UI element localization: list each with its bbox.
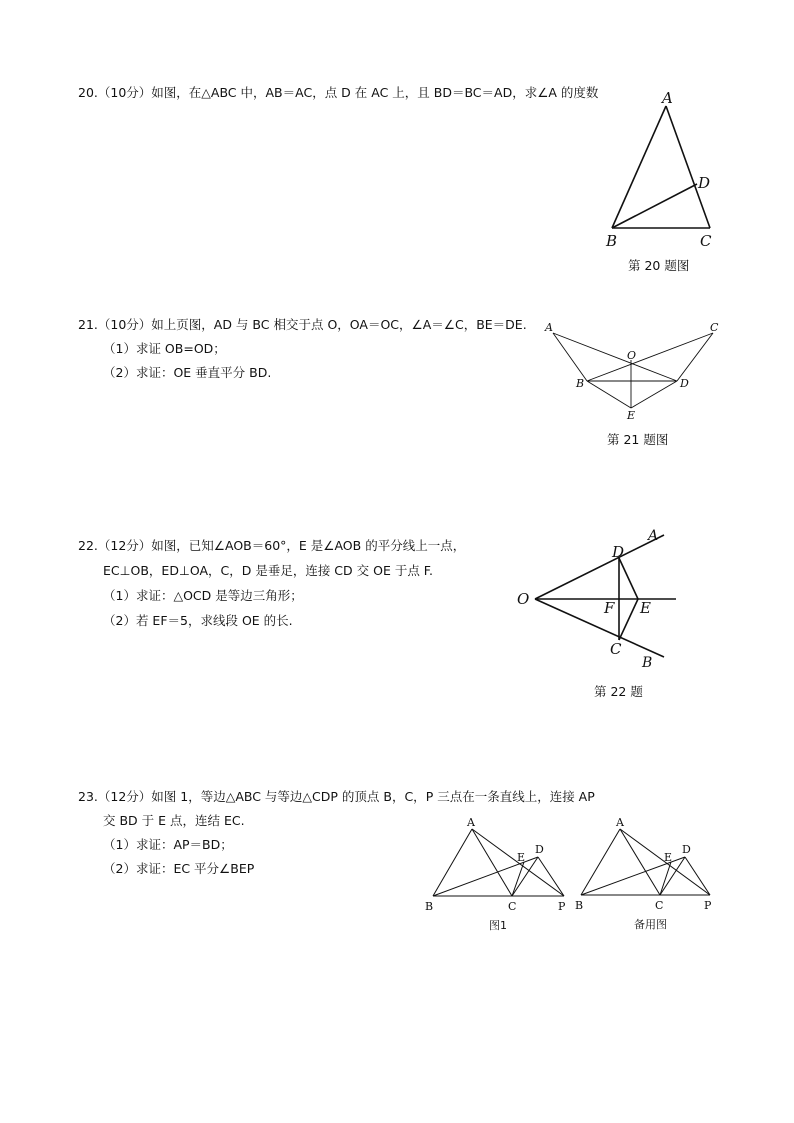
q23-fig2-label-a: A [616,816,624,829]
q22-stem: 22.（12分）如图，已知∠AOB＝60°，E 是∠AOB 的平分线上一点， [78,538,466,553]
q22-stem2: EC⊥OB，ED⊥OA，C，D 是垂足，连接 CD 交 OE 于点 F. [103,563,433,578]
q22-label-f: F [604,599,615,617]
q20-segment-bd [612,184,697,228]
q23-fig1-label-e: E [517,851,526,864]
q21-label-a: A [545,321,553,334]
q21-label-c: C [710,321,719,334]
q21-label-d: D [680,377,689,390]
q23-fig2-label-c: C [655,899,664,912]
q20-caption: 第 20 题图 [628,258,690,273]
q22-part1: （1）求证：△OCD 是等边三角形； [103,588,303,603]
q23-fig1-label-a: A [467,816,475,829]
q23-fig1-label-c: C [508,900,517,913]
q23-fig1-label-p: P [558,900,566,913]
q22-ray-ob [535,599,664,657]
q23-stem2: 交 BD 于 E 点，连结 EC. [103,813,245,828]
q22-label-c: C [610,640,622,658]
q21-label-e: E [627,409,636,422]
q20-label-d: D [698,174,711,192]
q21-caption: 第 21 题图 [607,432,669,447]
q22-label-b: B [642,655,653,671]
q22-label-o: O [517,590,530,608]
q22-part2: （2）若 EF＝5，求线段 OE 的长. [103,613,293,628]
q21-part2: （2）求证：OE 垂直平分 BD. [103,365,272,380]
q23-fig1-label-d: D [535,843,544,856]
q23-fig2-label-d: D [682,843,691,856]
q22-label-a: A [648,528,659,544]
q23-part1: （1）求证：AP＝BD； [103,837,233,852]
q20-label-a: A [662,89,673,107]
q20-label-b: B [606,232,618,250]
q23-stem: 23.（12分）如图 1，等边△ABC 与等边△CDP 的顶点 B，C，P 三点在一条直线上，连接 AP [78,789,595,804]
q23-fig1-label-b: B [425,900,434,913]
q22-label-d: D [612,543,625,561]
q21-label-o: O [627,349,637,362]
q22-ray-oa [535,535,664,599]
q22-segment-de [619,558,638,599]
q22-caption: 第 22 题 [594,684,643,699]
q22-label-e: E [640,599,651,617]
q20-label-c: C [700,232,712,250]
q23-part2: （2）求证：EC 平分∠BEP [103,861,255,876]
q23-fig2-label-e: E [664,851,673,864]
q20-side-ac [666,106,710,228]
q21-stem: 21.（10分）如上页图，AD 与 BC 相交于点 O，OA＝OC，∠A＝∠C，BE＝DE. [78,317,527,332]
q20-stem: 20.（10分）如图，在△ABC 中，AB＝AC，点 D 在 AC 上，且 BD＝BC＝AD，求∠A 的度数 [78,85,599,100]
q23-caption-2: 备用图 [634,918,667,931]
q23-caption-1: 图1 [489,919,507,932]
q23-fig2-label-b: B [575,899,584,912]
q21-label-b: B [576,377,585,390]
q22-segment-ce [619,599,638,640]
q20-side-ab [612,106,666,228]
q21-part1: （1）求证 OB=OD； [103,341,226,356]
q23-fig2-label-p: P [704,899,712,912]
